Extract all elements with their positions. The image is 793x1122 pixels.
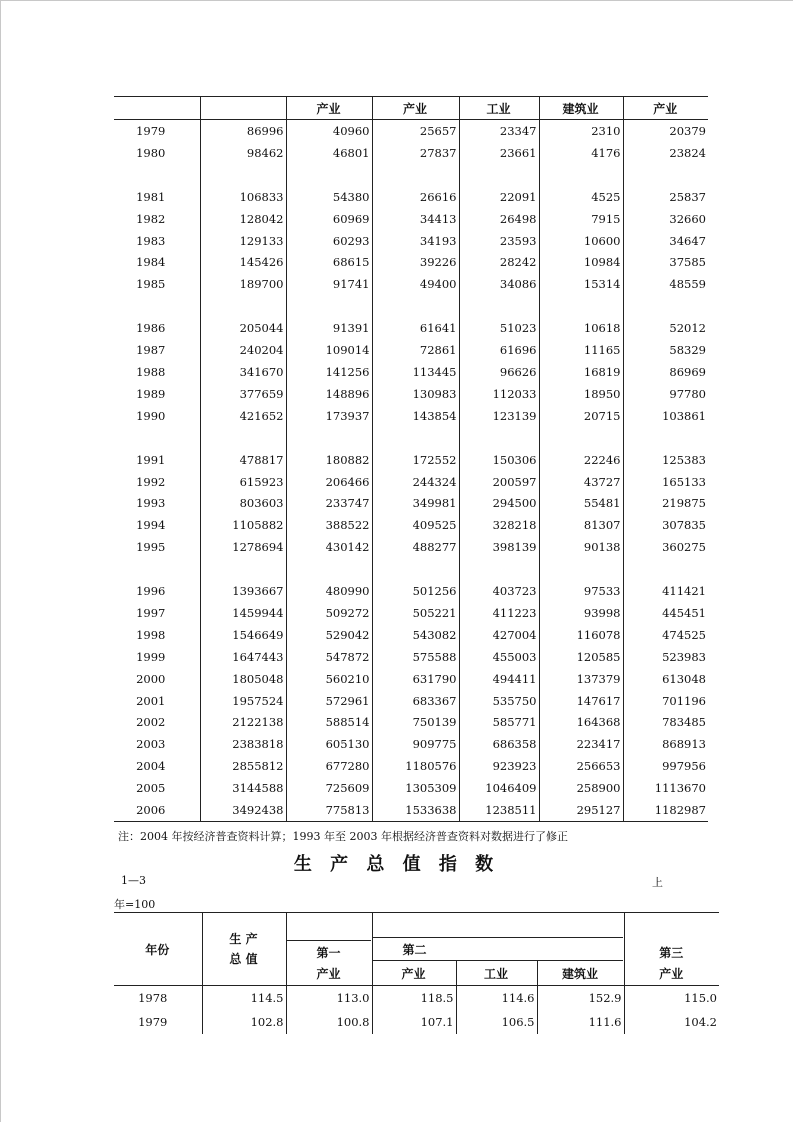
year-cell: 1994 [136, 518, 166, 533]
value-cell: 1113670 [623, 777, 708, 799]
year-cell: 2004 [136, 759, 166, 774]
value-cell: 34647 [623, 230, 708, 252]
value-cell: 501256 [372, 580, 459, 602]
value-cell: 421652 [200, 405, 286, 427]
value-cell: 103861 [623, 405, 708, 427]
value-cell: 560210 [286, 668, 372, 690]
value-cell: 615923 [200, 471, 286, 493]
value-cell: 411421 [623, 580, 708, 602]
value-cell: 143854 [372, 405, 459, 427]
column-header: 建筑业 [539, 97, 623, 120]
value-cell: 4176 [539, 142, 623, 164]
value-cell: 341670 [200, 361, 286, 383]
value-cell: 113445 [372, 361, 459, 383]
table-row [114, 646, 708, 668]
value-cell: 295127 [539, 799, 623, 821]
value-cell: 147617 [539, 690, 623, 712]
year-cell: 1987 [136, 343, 166, 358]
value-cell: 388522 [286, 514, 372, 536]
header-secondary-bottom: 产业 [372, 961, 456, 986]
year-cell: 1991 [136, 452, 166, 467]
value-cell: 775813 [286, 799, 372, 821]
value-cell: 411223 [459, 602, 539, 624]
value-cell: 909775 [372, 733, 459, 755]
value-cell: 130983 [372, 383, 459, 405]
value-cell: 1238511 [459, 799, 539, 821]
value-cell: 1180576 [372, 755, 459, 777]
table-row [114, 230, 708, 252]
column-header [114, 97, 200, 120]
year-cell: 2002 [136, 715, 166, 730]
value-cell: 20379 [623, 120, 708, 142]
year-cell: 1999 [136, 649, 166, 664]
table-row [114, 777, 708, 799]
value-cell: 683367 [372, 690, 459, 712]
value-cell: 631790 [372, 668, 459, 690]
value-cell: 7915 [539, 208, 623, 230]
value-cell: 125383 [623, 449, 708, 471]
value-cell: 377659 [200, 383, 286, 405]
header-gdp-line1: 生 产 [229, 932, 258, 946]
year-cell: 1985 [136, 277, 166, 292]
value-cell: 244324 [372, 471, 459, 493]
column-header: 产业 [623, 97, 708, 120]
table-row [114, 383, 708, 405]
column-header: 产业 [372, 97, 459, 120]
column-header: 工业 [459, 97, 539, 120]
year-cell: 1996 [136, 584, 166, 599]
value-cell: 28242 [459, 251, 539, 273]
value-cell: 120585 [539, 646, 623, 668]
value-cell: 10600 [539, 230, 623, 252]
header-gdp [202, 913, 286, 986]
index-cell: 114.5 [202, 986, 286, 1011]
table-row [114, 317, 708, 339]
index-cell: 107.1 [372, 1010, 456, 1034]
table-row [114, 208, 708, 230]
index-cell: 100.8 [286, 1010, 372, 1034]
value-cell: 61696 [459, 339, 539, 361]
value-cell: 141256 [286, 361, 372, 383]
value-cell: 72861 [372, 339, 459, 361]
value-cell: 205044 [200, 317, 286, 339]
value-cell: 98462 [200, 142, 286, 164]
value-cell: 16819 [539, 361, 623, 383]
value-cell: 219875 [623, 492, 708, 514]
value-cell: 686358 [459, 733, 539, 755]
value-cell: 803603 [200, 492, 286, 514]
table-unit: 年=100 [114, 898, 156, 911]
value-cell: 240204 [200, 339, 286, 361]
table-row [114, 733, 708, 755]
page-frame-left [0, 0, 1, 1122]
value-cell: 677280 [286, 755, 372, 777]
value-cell: 349981 [372, 492, 459, 514]
header-primary-bottom: 产业 [286, 961, 372, 986]
year-cell: 1980 [136, 145, 166, 160]
value-cell: 10984 [539, 251, 623, 273]
value-cell: 145426 [200, 251, 286, 273]
value-cell: 48559 [623, 273, 708, 295]
value-cell: 26616 [372, 186, 459, 208]
index-cell: 152.9 [537, 986, 624, 1011]
value-cell: 20715 [539, 405, 623, 427]
value-cell: 588514 [286, 711, 372, 733]
value-cell: 40960 [286, 120, 372, 142]
value-cell: 23824 [623, 142, 708, 164]
value-cell: 86996 [200, 120, 286, 142]
table-number: 1—3 [121, 874, 146, 887]
value-cell: 1459944 [200, 602, 286, 624]
index-cell: 113.0 [286, 986, 372, 1011]
table-row [114, 536, 708, 558]
value-cell: 52012 [623, 317, 708, 339]
table-row [114, 690, 708, 712]
value-cell: 164368 [539, 711, 623, 733]
value-cell: 49400 [372, 273, 459, 295]
year-cell: 1979 [136, 123, 166, 138]
value-cell: 868913 [623, 733, 708, 755]
value-cell: 90138 [539, 536, 623, 558]
value-cell: 97533 [539, 580, 623, 602]
table-row [114, 624, 708, 646]
gdp-value-table [114, 96, 708, 822]
value-cell: 97780 [623, 383, 708, 405]
table-row [114, 602, 708, 624]
value-cell: 535750 [459, 690, 539, 712]
value-cell: 547872 [286, 646, 372, 668]
value-cell: 750139 [372, 711, 459, 733]
value-cell: 523983 [623, 646, 708, 668]
value-cell: 58329 [623, 339, 708, 361]
header-gdp-line2: 总 值 [229, 952, 258, 966]
value-cell: 60969 [286, 208, 372, 230]
index-cell: 106.5 [456, 1010, 537, 1034]
value-cell: 189700 [200, 273, 286, 295]
year-cell: 1978 [138, 991, 168, 1005]
value-cell: 1393667 [200, 580, 286, 602]
header-primary-top: 第一 [286, 913, 372, 962]
value-cell: 474525 [623, 624, 708, 646]
value-cell: 360275 [623, 536, 708, 558]
value-cell: 1546649 [200, 624, 286, 646]
value-cell: 128042 [200, 208, 286, 230]
value-cell: 206466 [286, 471, 372, 493]
value-cell: 2310 [539, 120, 623, 142]
value-cell: 27837 [372, 142, 459, 164]
value-cell: 488277 [372, 536, 459, 558]
index-cell: 111.6 [537, 1010, 624, 1034]
table-row [114, 471, 708, 493]
column-header: 产业 [286, 97, 372, 120]
value-cell: 46801 [286, 142, 372, 164]
value-cell: 54380 [286, 186, 372, 208]
value-cell: 109014 [286, 339, 372, 361]
table-row [114, 186, 708, 208]
value-cell: 34086 [459, 273, 539, 295]
year-cell: 2000 [136, 671, 166, 686]
value-cell: 173937 [286, 405, 372, 427]
value-cell: 4525 [539, 186, 623, 208]
value-cell: 258900 [539, 777, 623, 799]
table-row [114, 405, 708, 427]
value-cell: 2122138 [200, 711, 286, 733]
year-cell: 1997 [136, 605, 166, 620]
spacer-row [114, 295, 708, 317]
year-cell: 1998 [136, 627, 166, 642]
value-cell: 398139 [459, 536, 539, 558]
table-row [114, 1010, 719, 1034]
value-cell: 93998 [539, 602, 623, 624]
index-cell: 115.0 [624, 986, 719, 1011]
spacer-row [114, 558, 708, 580]
value-cell: 200597 [459, 471, 539, 493]
value-cell: 509272 [286, 602, 372, 624]
value-cell: 165133 [623, 471, 708, 493]
value-cell: 1182987 [623, 799, 708, 821]
value-cell: 86969 [623, 361, 708, 383]
value-cell: 172552 [372, 449, 459, 471]
column-header [200, 97, 286, 120]
table-row [114, 711, 708, 733]
value-cell: 529042 [286, 624, 372, 646]
value-cell: 923923 [459, 755, 539, 777]
value-cell: 26498 [459, 208, 539, 230]
right-mark: 上 [652, 876, 663, 889]
value-cell: 3492438 [200, 799, 286, 821]
value-cell: 22246 [539, 449, 623, 471]
table-row [114, 361, 708, 383]
section-title: 生 产 总 值 指 数 [293, 854, 500, 875]
value-cell: 445451 [623, 602, 708, 624]
value-cell: 701196 [623, 690, 708, 712]
header-tertiary-top: 第三 [624, 913, 719, 962]
value-cell: 1647443 [200, 646, 286, 668]
value-cell: 43727 [539, 471, 623, 493]
value-cell: 455003 [459, 646, 539, 668]
year-cell: 1989 [136, 386, 166, 401]
value-cell: 478817 [200, 449, 286, 471]
spacer-row [114, 164, 708, 186]
value-cell: 60293 [286, 230, 372, 252]
value-cell: 68615 [286, 251, 372, 273]
value-cell: 25837 [623, 186, 708, 208]
value-cell: 137379 [539, 668, 623, 690]
table-row [114, 120, 708, 142]
year-cell: 1988 [136, 364, 166, 379]
header-year: 年份 [114, 913, 202, 986]
value-cell: 10618 [539, 317, 623, 339]
value-cell: 1278694 [200, 536, 286, 558]
value-cell: 2855812 [200, 755, 286, 777]
value-cell: 256653 [539, 755, 623, 777]
index-cell: 104.2 [624, 1010, 719, 1034]
value-cell: 585771 [459, 711, 539, 733]
value-cell: 543082 [372, 624, 459, 646]
value-cell: 15314 [539, 273, 623, 295]
header-tertiary-bottom: 产业 [624, 961, 719, 986]
table-row [114, 580, 708, 602]
spacer-row [114, 427, 708, 449]
year-cell: 1993 [136, 496, 166, 511]
value-cell: 427004 [459, 624, 539, 646]
table-row [114, 449, 708, 471]
year-cell: 1983 [136, 233, 166, 248]
value-cell: 572961 [286, 690, 372, 712]
value-cell: 223417 [539, 733, 623, 755]
value-cell: 1805048 [200, 668, 286, 690]
value-cell: 3144588 [200, 777, 286, 799]
value-cell: 613048 [623, 668, 708, 690]
value-cell: 11165 [539, 339, 623, 361]
table-row [114, 273, 708, 295]
value-cell: 409525 [372, 514, 459, 536]
value-cell: 91741 [286, 273, 372, 295]
table-row [114, 986, 719, 1011]
value-cell: 783485 [623, 711, 708, 733]
year-cell: 1986 [136, 321, 166, 336]
value-cell: 32660 [623, 208, 708, 230]
value-cell: 575588 [372, 646, 459, 668]
value-cell: 494411 [459, 668, 539, 690]
page-frame-top [0, 0, 793, 1]
table-row [114, 514, 708, 536]
table-note: 注：2004 年按经济普查资料计算；1993 年至 2003 年根据经济普查资料对数据进行了修正 [118, 830, 568, 843]
value-cell: 91391 [286, 317, 372, 339]
value-cell: 294500 [459, 492, 539, 514]
header-secondary-top: 第二 [372, 913, 624, 962]
value-cell: 480990 [286, 580, 372, 602]
year-cell: 2001 [136, 693, 166, 708]
table-row [114, 799, 708, 821]
value-cell: 725609 [286, 777, 372, 799]
year-cell: 2006 [114, 799, 200, 821]
table-row [114, 142, 708, 164]
table-row [114, 492, 708, 514]
value-cell: 96626 [459, 361, 539, 383]
table-row [114, 668, 708, 690]
value-cell: 233747 [286, 492, 372, 514]
header-industry: 工业 [456, 961, 537, 986]
value-cell: 34413 [372, 208, 459, 230]
value-cell: 328218 [459, 514, 539, 536]
table-row [114, 251, 708, 273]
year-cell: 2003 [136, 737, 166, 752]
index-cell: 118.5 [372, 986, 456, 1011]
value-cell: 112033 [459, 383, 539, 405]
value-cell: 2383818 [200, 733, 286, 755]
value-cell: 106833 [200, 186, 286, 208]
value-cell: 430142 [286, 536, 372, 558]
year-cell: 2005 [136, 781, 166, 796]
value-cell: 605130 [286, 733, 372, 755]
index-cell: 114.6 [456, 986, 537, 1011]
year-cell: 1979 [138, 1015, 168, 1029]
value-cell: 1046409 [459, 777, 539, 799]
value-cell: 1305309 [372, 777, 459, 799]
value-cell: 61641 [372, 317, 459, 339]
value-cell: 39226 [372, 251, 459, 273]
year-cell: 1992 [136, 474, 166, 489]
value-cell: 997956 [623, 755, 708, 777]
value-cell: 148896 [286, 383, 372, 405]
value-cell: 23661 [459, 142, 539, 164]
value-cell: 55481 [539, 492, 623, 514]
value-cell: 505221 [372, 602, 459, 624]
value-cell: 307835 [623, 514, 708, 536]
value-cell: 23347 [459, 120, 539, 142]
value-cell: 129133 [200, 230, 286, 252]
value-cell: 1533638 [372, 799, 459, 821]
header-construction: 建筑业 [537, 961, 624, 986]
year-cell: 1981 [136, 189, 166, 204]
value-cell: 34193 [372, 230, 459, 252]
table-header-row [114, 97, 708, 120]
table-row [114, 755, 708, 777]
year-cell: 1990 [136, 408, 166, 423]
table-row [114, 339, 708, 361]
index-cell: 102.8 [202, 1010, 286, 1034]
value-cell: 18950 [539, 383, 623, 405]
year-cell: 1982 [136, 211, 166, 226]
value-cell: 37585 [623, 251, 708, 273]
value-cell: 180882 [286, 449, 372, 471]
value-cell: 150306 [459, 449, 539, 471]
value-cell: 1105882 [200, 514, 286, 536]
gdp-index-table [114, 912, 719, 1034]
value-cell: 25657 [372, 120, 459, 142]
year-cell: 1995 [136, 540, 166, 555]
value-cell: 23593 [459, 230, 539, 252]
value-cell: 81307 [539, 514, 623, 536]
value-cell: 403723 [459, 580, 539, 602]
value-cell: 51023 [459, 317, 539, 339]
value-cell: 116078 [539, 624, 623, 646]
value-cell: 22091 [459, 186, 539, 208]
value-cell: 1957524 [200, 690, 286, 712]
year-cell: 1984 [136, 255, 166, 270]
value-cell: 123139 [459, 405, 539, 427]
